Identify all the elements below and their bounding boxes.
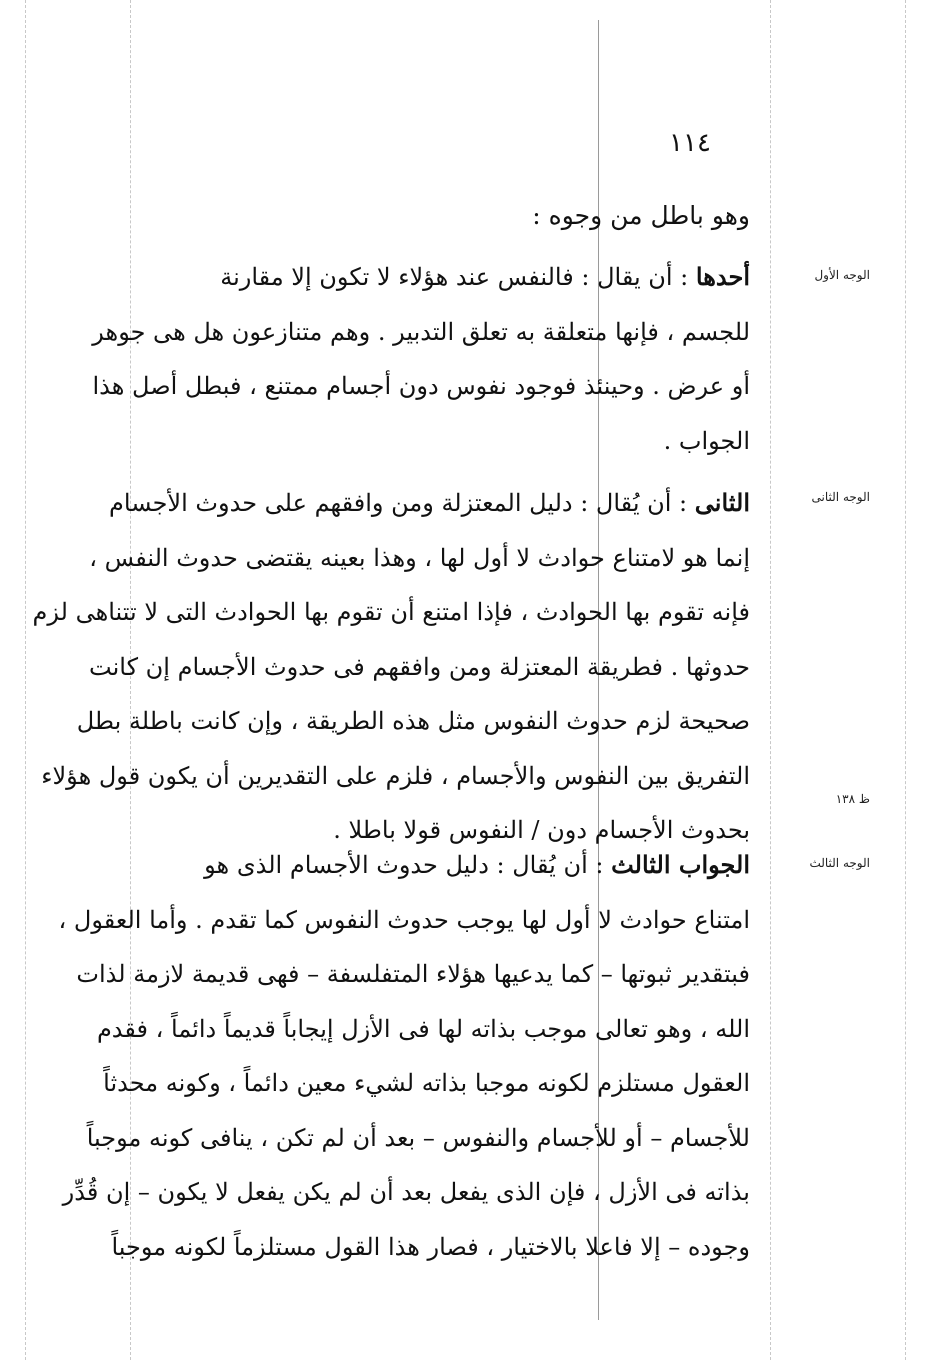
paragraph-line: حدوثها . فطريقة المعتزلة ومن وافقهم فى حدوث الأجسام إن كانت: [89, 652, 750, 681]
margin-note-second: الوجه الثانى: [811, 490, 870, 504]
line-text: : أن يُقال : دليل حدوث الأجسام الذى هو: [204, 851, 604, 879]
margin-guide-line: [770, 0, 771, 1360]
page-number: ١١٤: [669, 128, 711, 158]
paragraph-third-answer: [58, 838, 750, 1274]
paragraph-line: الجواب .: [663, 426, 750, 455]
margin-note-folio: ظ ١٣٨: [835, 792, 870, 806]
margin-guide-line: [25, 0, 26, 1360]
paragraph-lead: أحدها: [695, 262, 750, 291]
paragraph-line: العقول مستلزم لكونه موجبا بذاته لشيء معين دائماً ، وكونه محدثاً: [103, 1069, 750, 1097]
paragraph-line: [110, 250, 750, 305]
line-text: : أن يُقال : دليل المعتزلة ومن وافقهم على حدوث الأجسام: [109, 489, 688, 517]
paragraph-line: وجوده – إلا فاعلا بالاختيار ، فصار هذا القول مستلزماً لكونه موجباً: [111, 1232, 750, 1261]
paragraph-line: فإنه تقوم بها الحوادث ، فإذا امتنع أن تقوم بها الحوادث التى لا تتناهى لزم: [32, 598, 750, 626]
paragraph-line: امتناع حوادث لا أول لها يوجب حدوث النفوس كما تقدم . وأما العقول ،: [58, 905, 750, 934]
paragraph-line: الله ، وهو تعالى موجب بذاته لها فى الأزل إيجاباً قديماً دائماً ، فقدم: [96, 1014, 750, 1043]
paragraph-line: بذاته فى الأزل ، فإن الذى يفعل بعد أن لم يكن يفعل لا يكون – إن قُدِّر: [62, 1178, 750, 1206]
paragraph-lead: الجواب الثالث: [611, 850, 750, 879]
paragraph-second-aspect: [32, 476, 750, 858]
paragraph-line: التفريق بين النفوس والأجسام ، فلزم على التقديرين أن يكون قول هؤلاء: [41, 761, 750, 790]
paragraph-line: فبتقدير ثبوتها – كما يدعيها هؤلاء المتفلسفة – فهى قديمة لازمة لذات: [76, 960, 750, 988]
paragraph-lead: الثانى: [694, 488, 750, 517]
line-text: : أن يقال : فالنفس عند هؤلاء لا تكون إلا مقارنة: [220, 263, 689, 291]
intro-line: وهو باطل من وجوه :: [532, 201, 750, 230]
paragraph-line: إنما هو لامتناع حوادث لا أول لها ، وهذا بعينه يقتضى حدوث النفس ،: [89, 543, 750, 572]
paragraph-line: بحدوث الأجسام دون / النفوس قولا باطلا .: [333, 816, 750, 844]
paragraph-line: أو عرض . وحينئذ فوجود نفوس دون أجسام ممتنع ، فبطل أصل هذا: [92, 372, 750, 400]
margin-note-third: الوجه الثالث: [809, 856, 870, 870]
margin-note-first: الوجه الأول: [814, 268, 870, 282]
paragraph-line: للأجسام – أو للأجسام والنفوس – بعد أن لم تكن ، ينافى كونه موجباً: [86, 1123, 750, 1152]
paragraph-first-aspect: [92, 250, 750, 468]
margin-guide-line: [905, 0, 906, 1360]
paragraph-line: [110, 838, 750, 893]
paragraph-line: [110, 476, 750, 531]
paragraph-line: صحيحة لزم حدوث النفوس مثل هذه الطريقة ، وإن كانت باطلة بطل: [76, 707, 750, 735]
paragraph-line: للجسم ، فإنها متعلقة به تعلق التدبير . وهم متنازعون هل هى جوهر: [92, 317, 750, 346]
